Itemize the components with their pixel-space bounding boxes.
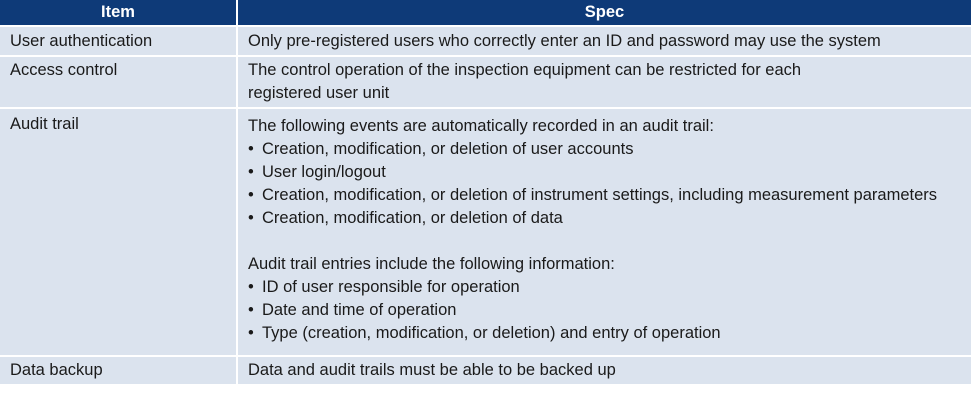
header-row <box>0 0 971 26</box>
table-row <box>0 356 971 384</box>
event-list <box>248 138 961 230</box>
list-item-text: ID of user responsible for operation <box>262 278 520 296</box>
list-item-text: Creation, modification, or deletion of instrument settings, including measurement parameters <box>262 186 938 204</box>
bullet-icon: • <box>248 140 254 158</box>
list-item <box>248 276 961 299</box>
spec-cell <box>237 56 971 108</box>
bullet-icon: • <box>248 209 254 227</box>
table-row <box>0 26 971 56</box>
spec-intro: The following events are automatically recorded in an audit trail: <box>248 117 714 135</box>
bullet-icon: • <box>248 278 254 296</box>
list-item <box>248 161 961 184</box>
item-cell: Audit trail <box>0 108 237 356</box>
column-header-item: Item <box>0 0 237 26</box>
list-item-text: Date and time of operation <box>262 301 457 319</box>
paragraph-gap <box>248 230 961 253</box>
list-item-text: User login/logout <box>262 163 386 181</box>
item-cell: Data backup <box>0 356 237 384</box>
list-item <box>248 299 961 322</box>
table-row <box>0 108 971 356</box>
bullet-icon: • <box>248 324 254 342</box>
spec-cell: Data and audit trails must be able to be backed up <box>237 356 971 384</box>
bullet-icon: • <box>248 163 254 181</box>
list-item-text: Creation, modification, or deletion of user accounts <box>262 140 634 158</box>
spec-text: registered user unit <box>248 84 390 102</box>
table-row <box>0 56 971 108</box>
list-item-text: Creation, modification, or deletion of data <box>262 209 563 227</box>
list-item <box>248 322 961 345</box>
spec-cell <box>237 108 971 356</box>
item-cell: Access control <box>0 56 237 108</box>
bullet-icon: • <box>248 301 254 319</box>
item-cell: User authentication <box>0 26 237 56</box>
bullet-icon: • <box>248 186 254 204</box>
list-item <box>248 207 961 230</box>
spec-text: The control operation of the inspection equipment can be restricted for each <box>248 61 802 79</box>
list-item-text: Type (creation, modification, or deletion) and entry of operation <box>262 324 721 342</box>
spec-cell: Only pre-registered users who correctly enter an ID and password may use the system <box>237 26 971 56</box>
column-header-spec: Spec <box>237 0 971 26</box>
spec-intro: Audit trail entries include the following information: <box>248 255 615 273</box>
list-item <box>248 138 961 161</box>
list-item <box>248 184 961 207</box>
info-list <box>248 276 961 345</box>
